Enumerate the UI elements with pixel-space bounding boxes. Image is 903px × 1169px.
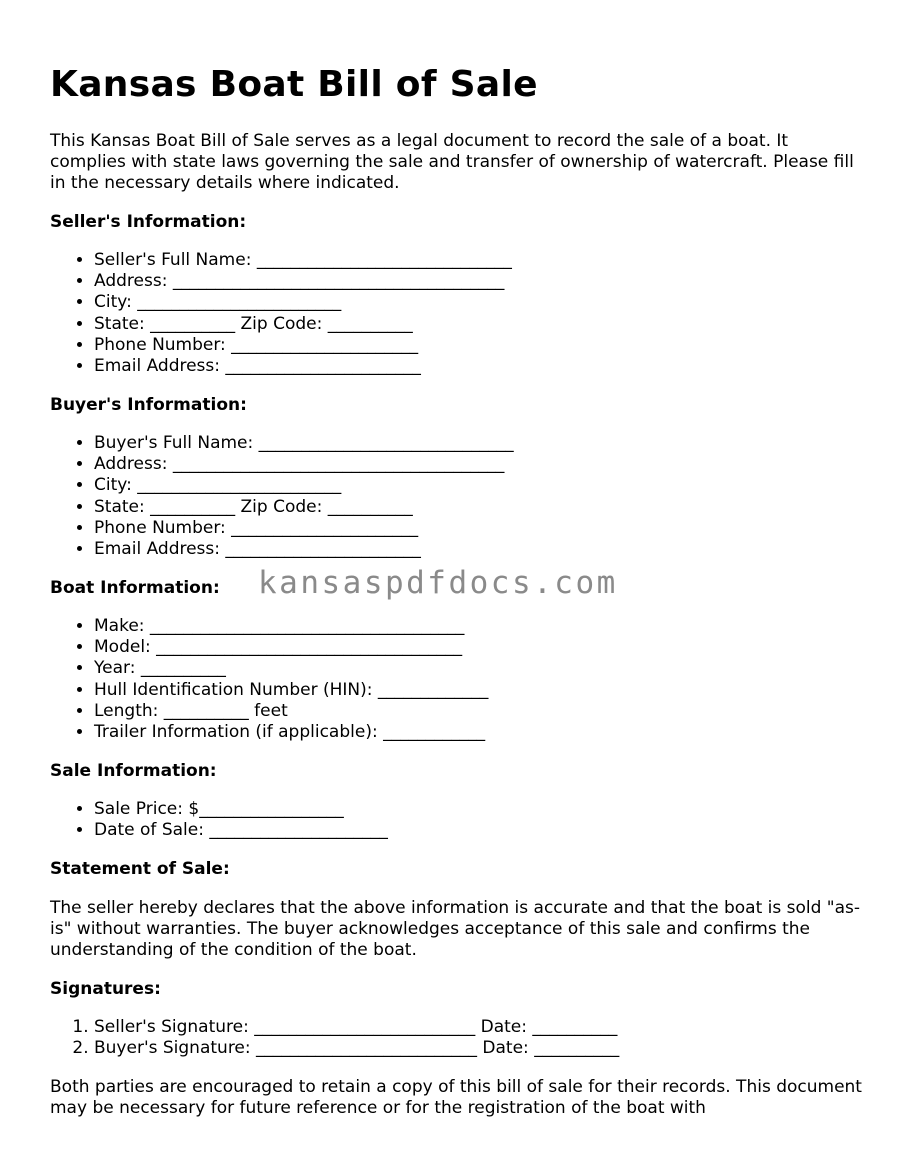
page-title: Kansas Boat Bill of Sale bbox=[50, 64, 538, 105]
buyer-name-field: • Buyer's Full Name: ______________________________ bbox=[94, 433, 514, 454]
boat-hin-field: • Hull Identification Number (HIN): _____________ bbox=[94, 680, 488, 701]
seller-email-field: • Email Address: _______________________ bbox=[94, 356, 512, 377]
buyer-list bbox=[50, 433, 514, 560]
statement-paragraph: The seller hereby declares that the above information is accurate and that the boat is sold "as-is" without warranties. The buyer acknowledges acceptance of this sale and confirms the understanding of the condition of the boat. bbox=[50, 898, 861, 960]
boat-list bbox=[50, 616, 488, 743]
seller-state-zip-field: • State: __________ Zip Code: __________ bbox=[94, 314, 512, 335]
buyer-signature-field: 2. Buyer's Signature: __________________________ Date: __________ bbox=[94, 1038, 619, 1059]
seller-signature-field: 1. Seller's Signature: __________________________ Date: __________ bbox=[94, 1017, 619, 1038]
boat-model-field: • Model: ____________________________________ bbox=[94, 637, 488, 658]
intro-paragraph: This Kansas Boat Bill of Sale serves as a legal document to record the sale of a boat. It complies with state laws governing the sale and transfer of ownership of watercraft. Please fill in the necessary details where indicated. bbox=[50, 131, 854, 193]
boat-length-field: • Length: __________ feet bbox=[94, 701, 488, 722]
sale-heading: Sale Information: bbox=[50, 761, 217, 781]
sale-date-field: • Date of Sale: _____________________ bbox=[94, 820, 388, 841]
signatures-list bbox=[50, 1017, 619, 1059]
signatures-heading: Signatures: bbox=[50, 979, 161, 999]
buyer-city-field: • City: ________________________ bbox=[94, 475, 514, 496]
seller-heading: Seller's Information: bbox=[50, 212, 247, 232]
buyer-phone-field: • Phone Number: ______________________ bbox=[94, 518, 514, 539]
buyer-email-field: • Email Address: _______________________ bbox=[94, 539, 514, 560]
seller-address-field: • Address: _______________________________________ bbox=[94, 271, 512, 292]
closing-paragraph: Both parties are encouraged to retain a copy of this bill of sale for their records. This document may be necessary for future reference or for the registration of the boat with bbox=[50, 1077, 862, 1118]
sale-list bbox=[50, 799, 388, 841]
seller-list bbox=[50, 250, 512, 377]
statement-heading: Statement of Sale: bbox=[50, 859, 230, 879]
seller-city-field: • City: ________________________ bbox=[94, 292, 512, 313]
watermark-text: kansaspdfdocs.com bbox=[258, 565, 618, 601]
boat-trailer-field: • Trailer Information (if applicable): ____________ bbox=[94, 722, 488, 743]
seller-name-field: • Seller's Full Name: ______________________________ bbox=[94, 250, 512, 271]
sale-price-field: • Sale Price: $_________________ bbox=[94, 799, 388, 820]
seller-phone-field: • Phone Number: ______________________ bbox=[94, 335, 512, 356]
boat-heading: Boat Information: bbox=[50, 578, 220, 598]
boat-year-field: • Year: __________ bbox=[94, 658, 488, 679]
boat-make-field: • Make: _____________________________________ bbox=[94, 616, 488, 637]
buyer-heading: Buyer's Information: bbox=[50, 395, 247, 415]
buyer-address-field: • Address: _______________________________________ bbox=[94, 454, 514, 475]
buyer-state-zip-field: • State: __________ Zip Code: __________ bbox=[94, 497, 514, 518]
